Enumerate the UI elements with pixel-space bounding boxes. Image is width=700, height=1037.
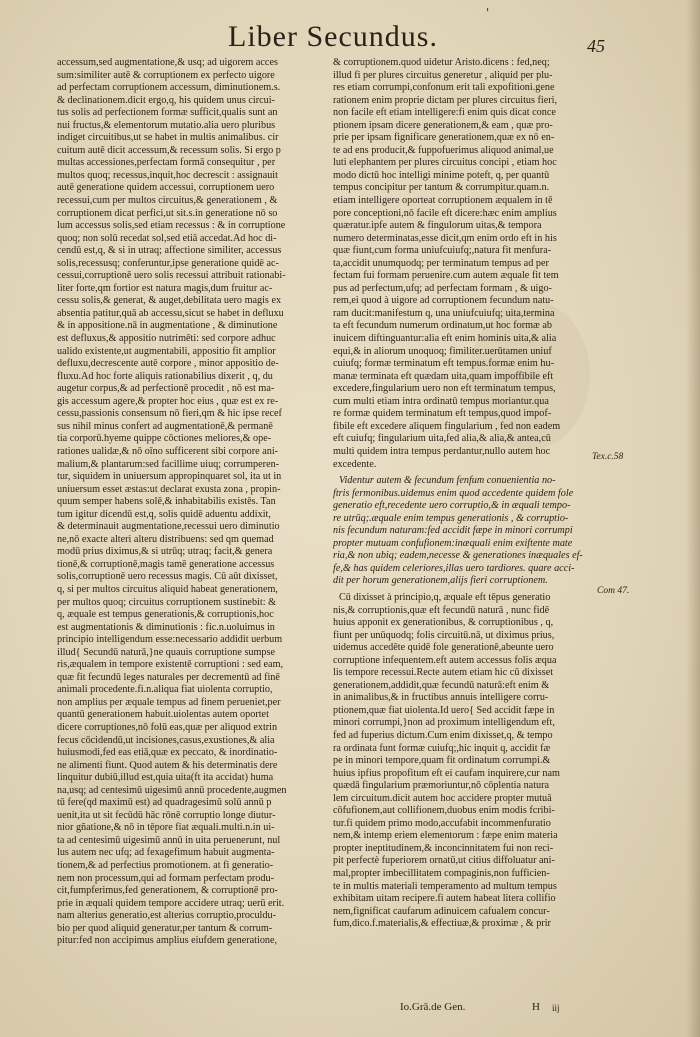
running-head: Liber Secundus. [228, 20, 438, 53]
text-line: ptionem,quæ fiat uiolenta.Id uero{ Sed accidit fæpe in [333, 704, 555, 716]
text-line: solis,recessusq; conferuntur,ipse generatione quidē ac- [57, 257, 279, 269]
text-line: bio per quod aliquid generatur,per tantum & corrum- [57, 922, 273, 934]
text-line: excedente. [333, 458, 377, 470]
text-line: fed ad fuperius dictum.Cum enim dixisset,q, & tempo [333, 729, 553, 741]
text-line: ra ordinata funt formæ cuiufq;,hic inquit q, accidit fæ [333, 742, 551, 754]
text-line: ualido existente,ut augmentabili, appositio fit amplior [57, 345, 276, 357]
text-line: generationem,addidit,quæ fecundū naturā:eft enim & [333, 679, 550, 691]
text-line: ptionem ipsam dicere generationem,& eam , quæ pro- [333, 119, 553, 131]
text-line: indiget circuitibus,ut se habet in multis animalibus. cir [57, 132, 279, 144]
text-line: principio intelligendum esse:necessario addidit uerbum [57, 634, 283, 646]
folio-number: 45 [587, 36, 605, 56]
quoted-text-line: fe,& has quidem celeriores,illas uero tardiores. quare acci- [333, 562, 575, 574]
text-line: ris,æqualem in tempore existentē corruptioni : sed eam, [57, 659, 284, 671]
text-line: tia corporū.hyeme quippe cōctiones meliores,& ope- [57, 433, 272, 445]
text-line: cit,fumpferimus,fed generationem, & corruptionē pro- [57, 885, 278, 897]
text-line: huius ipfius propofitum eft ei caufam inquirere,cur nam [333, 767, 560, 779]
text-line: quantū generationem habuit.uiolentas autem oportet [57, 709, 269, 721]
text-line: cuiufq; formæ terminatum eft tempus.formæ enim hu- [333, 358, 554, 370]
text-line: multas accessiones,perfectam formā consequitur , per [57, 157, 276, 169]
text-line: nui fructus,& elementorum mutatio.alia uero pluribus [57, 119, 276, 131]
text-line: luti elephantem per plures circuitus concipi , etiam hoc [333, 157, 557, 169]
text-line: prie per ipsam fignificare generationem,quæ ex nō en- [333, 132, 555, 144]
quoted-text-line: ria,& non ubiq; eadem,necesse & generationes inæquales ef- [333, 550, 583, 562]
text-line: fiunt per unūquodq; folis circuitū.nā, ut diximus prius, [333, 629, 555, 641]
text-line: nior gñatione,& nō in tēpore fiat æquali.multi.n.in ui- [57, 822, 275, 834]
text-line: animali procedente.fi.n.aliqua fiat uiolenta corruptio, [57, 684, 273, 696]
text-line: nem non processum,qui ad formam perfectam produ- [57, 872, 274, 884]
text-line: ta,accidit unumquodq; per terminatum tempus ad per [333, 257, 549, 269]
text-line: pus ad perfectum,ufq; ad perfectam formam , & uigo- [333, 282, 552, 294]
text-line: corruptione infequentem.eft autem accessus folis æqua [333, 654, 557, 666]
text-line: ram ducit:manifestum q, una uniufcuiufq; uita,termina [333, 307, 555, 319]
text-line: mal,propter imbecillitatem compaginis,non fufficien- [333, 868, 550, 879]
text-line: tum igitur dicendū est,q, solis quidē aduentu addixit, [57, 508, 271, 520]
text-line: & determinauit augmentatione,recessui uero diminutio [57, 521, 280, 533]
text-line: autē generatione quidem accessui, corruptionem uero [57, 182, 275, 194]
text-line: q, æquale est tempus generationis,& corruptionis,hoc [57, 609, 274, 621]
page-edge-shadow [686, 0, 700, 1037]
text-line: lum accessus solis,sed etiam recessus : & in corruptione [57, 220, 286, 232]
text-line: modū prius diximus,& si utrūq; utraq; facit,& genera [57, 546, 273, 558]
text-line: gis accessum agere,& propter hoc eius , quæ est ex re- [57, 395, 279, 407]
text-line: lis tempore recessui.Recte autem etiam hic cū dixisset [333, 667, 554, 679]
text-line: absentia patitur,quā ab accessu,sicut se habet in defluxu [57, 307, 284, 319]
text-line: equi,& in aliorum unoquoq; fimiliter.uerūtamen uniuf [333, 345, 552, 357]
text-line: Cū dixisset à principio,q, æquale eft tēpus generatio [339, 591, 551, 603]
text-line: manæ terminata eft quædam uita,quam impoffibile eft [333, 370, 554, 382]
printer-mark: ' [486, 6, 490, 20]
text-line: quum semper habens solē,& inhabitabilis existēs. Tan [57, 496, 276, 508]
text-line: illud{ Secundū naturā,}ne quauis corruptione sumpse [57, 646, 276, 658]
margin-note-comment-ref: Com 47. [597, 586, 630, 596]
text-line: ne,nō exacte alteri alteru distribuens: sed qm quemad [57, 533, 274, 545]
text-line: re formæ quidem terminatum eft tempus,quod impof- [333, 408, 552, 420]
text-line: multi quidem intra tempus perdantur,nullo autem hoc [333, 445, 551, 457]
text-line: illud fi per plures circuitus generetur , aliquid per plu- [333, 69, 553, 81]
text-line: corruptionem dicat perfici,ut sit.s.in generatione nō so [57, 207, 278, 219]
text-line: quæ fiunt,cum forma uniufcuiufq;,natura fit menfura- [333, 245, 552, 257]
text-line: pore conceptioni,nō facile eft dicere:hæc enim amplius [333, 207, 557, 219]
text-line: tur.fi quidem primo modo,accufabit incommenfuratio [333, 817, 551, 829]
text-line: quæratur.ipfe autem & fingulorum uitas,& tempora [333, 220, 542, 232]
text-line: cessu solis,& generat, & auget,debilitata uero magis ex [57, 295, 282, 307]
text-line: recessui,cum per multos circuitus,& generationem , & [57, 195, 278, 207]
text-line: tus solis ad perfectionem formæ sufficit,qualis sunt an [57, 107, 278, 119]
text-line: linquitur dubiū,illud est,quia uita(ft ita accidat) huma [57, 772, 274, 784]
text-line: multos quoq; recessus,inquit,hoc decrescit : assignauit [57, 169, 278, 181]
text-line: tur, siquidem in uniuersum appropinquaret sol, ita ut in [57, 471, 282, 483]
text-line: rem,ei quod à uigore ad corruptionem fecundum natu- [333, 295, 554, 307]
text-line: cum multi etiam intra ordinatū tempus moriantur.qua [333, 395, 549, 407]
text-line: huiusmodi,fed eas etiā,quæ ex peccato, & inordinatio- [57, 747, 278, 759]
text-line: inuicem diftinguantur:alia eft enim hominis uita,& alia [333, 333, 557, 345]
text-line: nem,& intemp eriem elementorum : fæpe enim materia [333, 830, 558, 842]
text-line: cuitum autē dicit accessum,& recessum solis. Si ergo p [57, 144, 281, 156]
text-line: nis,& corruptionis,quæ eft fecundū naturā , nunc fidē [333, 604, 550, 616]
text-line: excedere,fingularium uero non eft terminatum tempus, [333, 383, 556, 395]
text-line: ta ad centesimū uigesimū annū in uita peruenerunt, nul [57, 834, 281, 846]
text-line: fluxu.Ad hoc forte aliquis rationabilius dixerit , q, du [57, 370, 273, 382]
text-line: cessui,corruptionē uero solis recessui attribuit rationabi- [57, 270, 286, 282]
margin-note-text-ref: Tex.c.58 [592, 452, 624, 462]
text-line: pitur:fed non accipimus amplius eiufdem generatione, [57, 935, 278, 947]
text-line: ta eft fecundum numerum ordinatum,ut hoc formæ ab [333, 320, 552, 332]
text-line: lus autem nec ufq; ad fexagefimum habuit augmenta- [57, 847, 275, 859]
text-line: etiam intelligere oporteat corruptionem æqualem in tē [333, 195, 553, 207]
text-line: rationes ualidæ,& nō oīno sufficerent sibi corpore ani- [57, 445, 279, 457]
text-line: uenit,ita ut sit fecūdū hāc rōnē corruptio longe diutur- [57, 809, 276, 821]
page-header [0, 6, 700, 58]
text-line: tionē,& corruptionē,magis tamē generatione accessus [57, 558, 275, 570]
signature-number: iij [552, 1003, 560, 1013]
text-line: ad perfectam corruptionem accessum, diminutionem.s. [57, 82, 281, 94]
text-line: pe in minori tempore,quam fit ordinatum corrumpi.& [333, 755, 551, 767]
text-line: cessu,passionis consensum nō fieri,qm & hic ipse recef [57, 408, 282, 420]
text-line: est augmentationis & diminutionis : fic.n.uoluimus in [57, 621, 275, 633]
text-line: numero determinatas,esse dicit,qm enim ordo eft in his [333, 232, 557, 244]
text-line: uidemus accedēte quidē fole generationē,abeunte uero [333, 642, 554, 654]
text-line: ne alimenti fiunt. Quod autem & his determinatis dere [57, 759, 278, 771]
text-line: quoq; non solū recedat sol,sed etiā accedat.Ad hoc di- [57, 232, 277, 244]
text-line: tionem,& ad perfectius promotionem. at fi generatio- [57, 860, 274, 871]
text-line: cendū est,q, & si in utraq; affectione similiter, accessus [57, 245, 282, 257]
text-line: na,usq; ad centesimū uigesimū annū procedente,augmen [57, 784, 287, 796]
text-line: accessum,sed augmentatione,& usq; ad uigorem acces [57, 57, 278, 68]
text-line: prie in æquali quidem tempore accidere utraq; uerū erit. [57, 897, 285, 909]
left-column [57, 57, 329, 948]
text-line: eft cuiufq; fingularium uita,fed alia,& alia,& antea,cū [333, 433, 551, 445]
text-line: fibile eft excedere aliquem fingularium , fed non eadem [333, 420, 561, 432]
text-line: q, si per multos circuitus aliquid habeat generationem, [57, 583, 278, 595]
text-line: & declinationem.dicit ergo,q, his quidem unus circui- [57, 94, 275, 106]
text-line: lem circuitum.dicit autem hoc accidere propter mutuā [333, 792, 552, 804]
quoted-text-line: propter mutuam confufionem:inæquali enim exiftente mate [333, 537, 573, 549]
text-line: liter forte,qm fortior est natura magis,dum fruitur ac- [57, 282, 273, 294]
text-line: est defluxus,& appositio nutrimēti: sed corpore adhuc [57, 333, 276, 345]
text-line: dicere corruptiones,nō folū eas,quæ per aliquod extrin [57, 721, 278, 733]
text-line: sus nihil minus confert ad augmentationē,& permanē [57, 420, 273, 432]
text-line: fecus cōcidendū,ut incisiones,casus,exustiones,& alia [57, 734, 275, 746]
signature-text: Io.Grā.de Gen. [400, 1001, 466, 1013]
text-line: tū fere(qd maximū est) ad quadragesimū solū annū p [57, 797, 272, 809]
text-line: pit perfectè fuperiorem ornatū,ut citius diffoluatur ani- [333, 855, 555, 867]
text-line: nem,fignificat caufarum adinuicem cafualem concur- [333, 905, 550, 917]
quoted-text-line: Videntur autem & fecundum fenfum conuenientia no- [339, 475, 556, 487]
text-line: huius apponit ex generationibus, & corruptionibus , q, [333, 617, 554, 629]
text-line: & in appositione.nā in augmentatione , & diminutione [57, 320, 278, 332]
right-column [333, 57, 597, 931]
text-line: quæ fit fecundū leges naturales per decrementū ad finē [57, 671, 280, 683]
text-line: fum,dico.f.materialis,& effectiuæ,& proximæ , & prir [333, 918, 551, 930]
text-line: & corruptionem.quod uidetur Aristo.dicens : fed,neq; [333, 57, 550, 68]
text-line: fectam fui formam peruenire.cum autem æquale fit tem [333, 270, 559, 282]
text-line: te in multis materiali temperamento ad multum tempus [333, 880, 557, 892]
text-line: malium,& plantarum:sed facillime uiuq; corrumperen- [57, 458, 280, 470]
text-line: non facile eft etiam intelligere:fi enim quis dicat conce [333, 107, 556, 119]
quoted-text-line: generatio eft,recedente uero corruptio,& in æquali tempo- [333, 500, 571, 512]
text-line: per multos quoq; circuitus corruptionem sustinebit: & [57, 596, 277, 608]
text-line: uniuersum esset æstas:ut declarat exusta zona , propin- [57, 483, 281, 495]
text-line: exhibitam uitam recipere.fi autem habeat litera collifio [333, 893, 556, 905]
text-line: solis,corruptionē uero recessus magis. Cū aūt dixisset, [57, 571, 278, 583]
text-line: minori corrumpi,}non ad proximum intelligendum eft, [333, 717, 555, 729]
text-line: modo dictū hoc intelligi minime poteft, q, per quantū [333, 169, 550, 181]
quoted-text-line: re utrūq;.æquale enim tempus generationis , & corruptio- [333, 512, 569, 524]
text-line: quædā fingularium præmoriuntur,nō cōplentia natura [333, 780, 550, 792]
text-line: te ad ens producit,& fuppofuerimus aliquod animal,ue [333, 144, 554, 156]
text-line: tempus concipitur per tantum & corrumpitur.quam.n. [333, 182, 550, 194]
quoted-text-line: ftris fermonibus.uidemus enim quod accedente quidem fole [333, 487, 574, 499]
text-line: propter ineptitudinem,& inconcinnitatem fui non reci- [333, 842, 554, 854]
text-line: in animalibus,& in fructibus annuis intelligere corru- [333, 692, 549, 704]
text-line: augetur corpus,& ad perfectionē procedit , nō est ma- [57, 383, 275, 395]
text-line: sum:similiter autē & corruptionem ex perfecto uigore [57, 69, 275, 81]
signature-line [400, 1001, 600, 1017]
text-line: rationem enim proprie dictam per plures circuitus fieri, [333, 94, 558, 106]
quoted-text-line: dit per horum generationem,alijs fieri corruptionem. [333, 575, 548, 587]
quoted-text-line: nis fecundum naturam:fed accidit fæpe in minori corrumpi [333, 525, 573, 537]
text-line: nam alterius generatio,est alterius corruptio,proculdu- [57, 910, 276, 922]
text-line: non amplius per æquale tempus ad finem perueniet,per [57, 696, 281, 708]
text-line: res etiam corrumpi,confonum erit tali expofitioni.gene [333, 82, 555, 94]
text-line: cōfufionem,aut collifionem,duobus enim modis fcribi- [333, 805, 555, 817]
signature-letter: H [532, 1001, 540, 1013]
text-line: defluxu,decrescente autē corpore , minor appositio de- [57, 358, 279, 370]
